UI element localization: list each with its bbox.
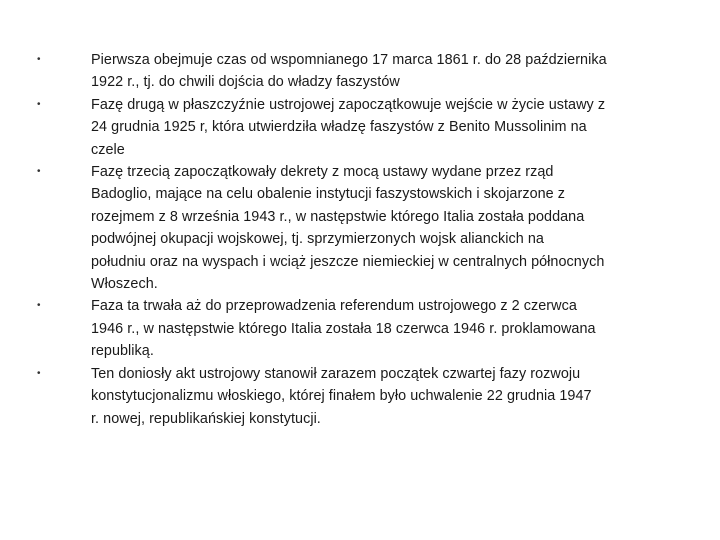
bullet-icon: • [37,54,41,65]
text-line: republiką. [91,343,154,360]
text-line: czele [91,141,125,158]
text-line: konstytucjonalizmu włoskiego, której finałem było uchwalenie 22 grudnia 1947 [91,388,592,405]
list-item [30,161,690,295]
text-line: Badoglio, mające na celu obalenie instytucji faszystowskich i skojarzone z [91,186,566,203]
bullet-text [91,295,690,362]
text-line: Fazę trzecią zapoczątkowały dekrety z mocą ustawy wydane przez rząd [91,164,554,181]
text-line: podwójnej okupacji wojskowej, tj. sprzymierzonych wojsk alianckich na [91,231,544,248]
list-item [30,363,690,430]
bullet-icon: • [37,300,41,312]
text-line: południu oraz na wyspach i wciąż jeszcze niemieckiej w centralnych północnych [91,253,605,270]
text-line: Fazę drugą w płaszczyźnie ustrojowej zapoczątkowuje wejście w życie ustawy z [91,96,606,113]
text-line: Faza ta trwała aż do przeprowadzenia referendum ustrojowego z 2 czerwca [91,298,577,315]
bullet-text [91,161,690,295]
bullet-icon: • [37,166,41,178]
bullet-text [91,363,690,430]
bullet-text [91,94,690,161]
bullet-list [30,49,690,430]
bullet-icon: • [37,367,41,379]
text-line: 24 grudnia 1925 r, która utwierdziła władzę faszystów z Benito Mussolinim na [91,119,587,136]
text-line: Ten doniosły akt ustrojowy stanowił zarazem początek czwartej fazy rozwoju [91,365,581,382]
text-line: 1922 r., tj. do chwili dojścia do władzy faszystów [91,74,400,91]
list-item [30,49,690,94]
text-line: Pierwsza obejmuje czas od wspomnianego 17 marca 1861 r. do 28 października [91,52,607,68]
list-item [30,295,690,362]
text-line: rozejmem z 8 września 1943 r., w następstwie którego Italia została poddana [91,208,585,225]
text-line: r. nowej, republikańskiej konstytucji. [91,410,321,427]
list-item [30,94,690,161]
bullet-text [91,49,690,94]
bullet-icon: • [37,98,41,110]
text-line: 1946 r., w następstwie którego Italia została 18 czerwca 1946 r. proklamowana [91,320,596,337]
text-line: Włoszech. [91,276,158,293]
